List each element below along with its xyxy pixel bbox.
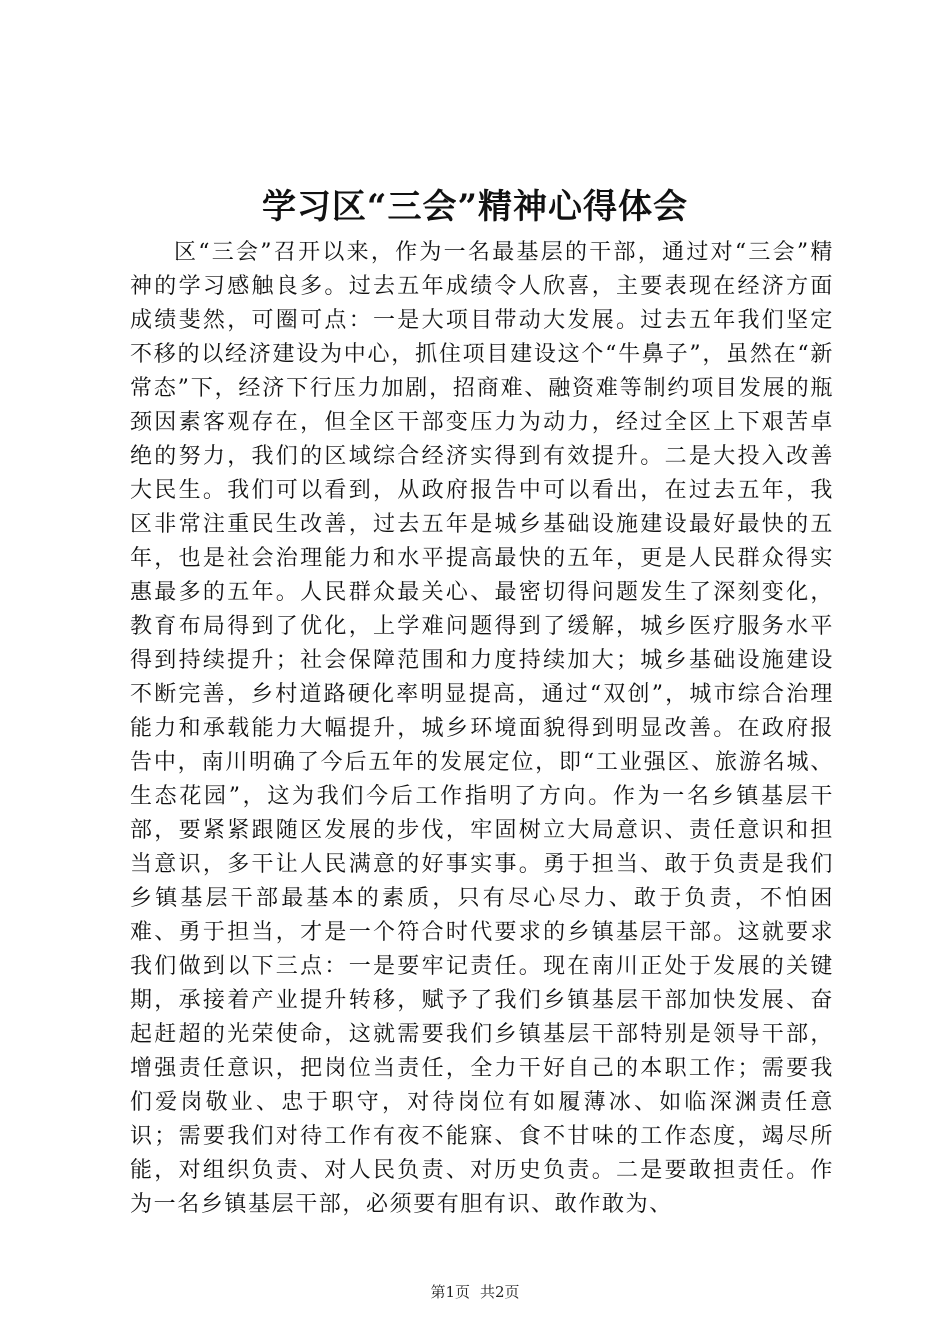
page-footer: [0, 1282, 950, 1302]
page-total: 共2页: [480, 1283, 520, 1301]
document-body: 区“三会”召开以来，作为一名最基层的干部，通过对“三会”精神的学习感触良多。过去五年成绩令人欣喜，主要表现在经济方面成绩斐然，可圈可点：一是大项目带动大发展。过去五年我们坚定不移的以经济建设为中心，抓住项目建设这个“牛鼻子”，虽然在“新常态”下，经济下行压力加剧，招商难、融资难等制约项目发展的瓶颈因素客观存在，但全区干部变压力为动力，经过全区上下艰苦卓绝的努力，我们的区域综合经济实得到有效提升。二是大投入改善大民生。我们可以看到，从政府报告中可以看出，在过去五年，我区非常注重民生改善，过去五年是城乡基础设施建设最好最快的五年，也是社会治理能力和水平提高最快的五年，更是人民群众得实惠最多的五年。人民群众最关心、最密切得问题发生了深刻变化，教育布局得到了优化，上学难问题得到了缓解，城乡医疗服务水平得到持续提升；社会保障范围和力度持续加大；城乡基础设施建设不断完善，乡村道路硬化率明显提高，通过“双创”，城市综合治理能力和承载能力大幅提升，城乡环境面貌得到明显改善。在政府报告中，南川明确了今后五年的发展定位，即“工业强区、旅游名城、生态花园”，这为我们今后工作指明了方向。作为一名乡镇基层干部，要紧紧跟随区发展的步伐，牢固树立大局意识、责任意识和担当意识，多干让人民满意的好事实事。勇于担当、敢于负责是我们乡镇基层干部最基本的素质，只有尽心尽力、敢于负责，不怕困难、勇于担当，才是一个符合时代要求的乡镇基层干部。这就要求我们做到以下三点：一是要牢记责任。现在南川正处于发展的关键期，承接着产业提升转移，赋予了我们乡镇基层干部加快发展、奋起赶超的光荣使命，这就需要我们乡镇基层干部特别是领导干部，增强责任意识，把岗位当责任，全力干好自己的本职工作；需要我们爱岗敬业、忠于职守，对待岗位有如履薄冰、如临深渊责任意识；需要我们对待工作有夜不能寐、食不甘味的工作态度，竭尽所能，对组织负责、对人民负责、对历史负责。二是要敢担责任。作为一名乡镇基层干部，必须要有胆有识、敢作敢为、: [130, 240, 834, 1217]
page-number: 第1页: [430, 1283, 470, 1301]
document-title: 学习区“三会”精神心得体会: [261, 187, 689, 227]
